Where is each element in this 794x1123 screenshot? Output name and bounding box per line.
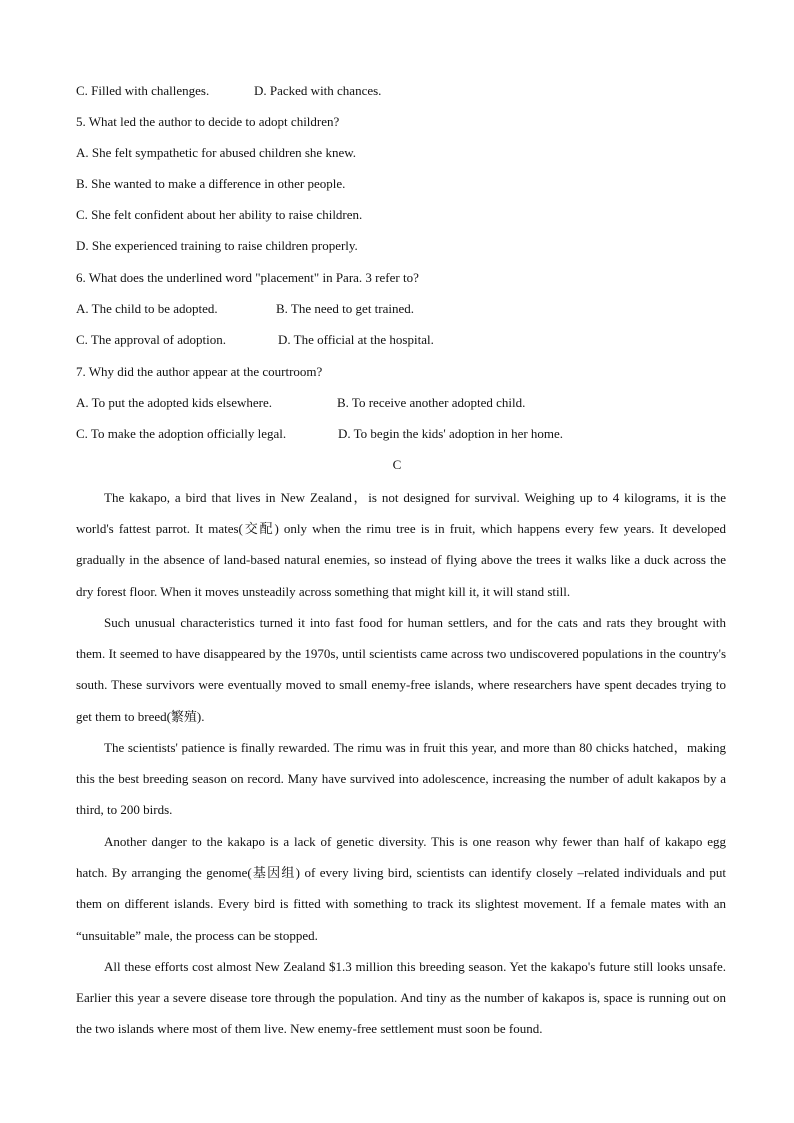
passage-paragraph-5: All these efforts cost almost New Zealand $1.3 million this breeding season. Yet the kakapo's future still looks unsafe. Earlier this year a severe disease tore through the population. And tiny as the number of kakapos is, space is running out on the two islands where most of them live. New enemy-free settlement must soon be found. [76, 959, 726, 1037]
q6-option-d: D. The official at the hospital. [278, 332, 434, 347]
q6-option-c: C. The approval of adoption. [76, 332, 226, 347]
passage-paragraph-2: Such unusual characteristics turned it into fast food for human settlers, and for the cats and rats they brought with them. It seemed to have disappeared by the 1970s, until scientists came across two undiscovered populations in the country's south. These survivors were eventually moved to small enemy-free islands, where researchers have spent decades trying to get them to breed(繁殖). [76, 615, 726, 724]
q6-stem: 6. What does the underlined word "placement" in Para. 3 refer to? [76, 270, 419, 285]
section-c-heading: C [392, 457, 402, 472]
q6-option-b: B. The need to get trained. [276, 301, 415, 316]
q5-option-c: C. She felt confident about her ability to raise children. [76, 207, 363, 222]
q4-option-d: D. Packed with chances. [254, 83, 382, 98]
q7-option-c: C. To make the adoption officially legal. [76, 426, 287, 441]
q6-option-a: A. The child to be adopted. [76, 301, 218, 316]
q7-option-a: A. To put the adopted kids elsewhere. [76, 395, 272, 410]
q5-option-a: A. She felt sympathetic for abused children she knew. [76, 145, 357, 160]
q5-option-d: D. She experienced training to raise children properly. [76, 238, 358, 253]
passage-paragraph-1: The kakapo, a bird that lives in New Zealand，is not designed for survival. Weighing up to 4 kilograms, it is the world's fattest parrot. It mates(交配) only when the rimu tree is in fruit, which happens every few years. It developed gradually in the absence of land-based natural enemies, so instead of flying above the trees it walks like a duck across the dry forest floor. When it moves unsteadily across something that might kill it, it will stand still. [76, 490, 726, 599]
q4-option-c: C. Filled with challenges. [76, 83, 210, 98]
q7-option-d: D. To begin the kids' adoption in her home. [338, 426, 564, 441]
passage-paragraph-4: Another danger to the kakapo is a lack of genetic diversity. This is one reason why fewer than half of kakapo egg hatch. By arranging the genome(基因组) of every living bird, scientists can identify closely –related individuals and put them on different islands. Every bird is fitted with something to track its slightest movement. If a female mates with an “unsuitable” male, the process can be stopped. [76, 834, 726, 943]
q7-stem: 7. Why did the author appear at the courtroom? [76, 364, 323, 379]
q5-stem: 5. What led the author to decide to adopt children? [76, 114, 340, 129]
q7-option-b: B. To receive another adopted child. [337, 395, 526, 410]
passage-paragraph-3: The scientists' patience is finally rewarded. The rimu was in fruit this year, and more than 80 chicks hatched，making this the best breeding season on record. Many have survived into adolescence, increasing the number of adult kakapos by a third, to 200 birds. [76, 740, 726, 818]
q5-option-b: B. She wanted to make a difference in other people. [76, 176, 346, 191]
